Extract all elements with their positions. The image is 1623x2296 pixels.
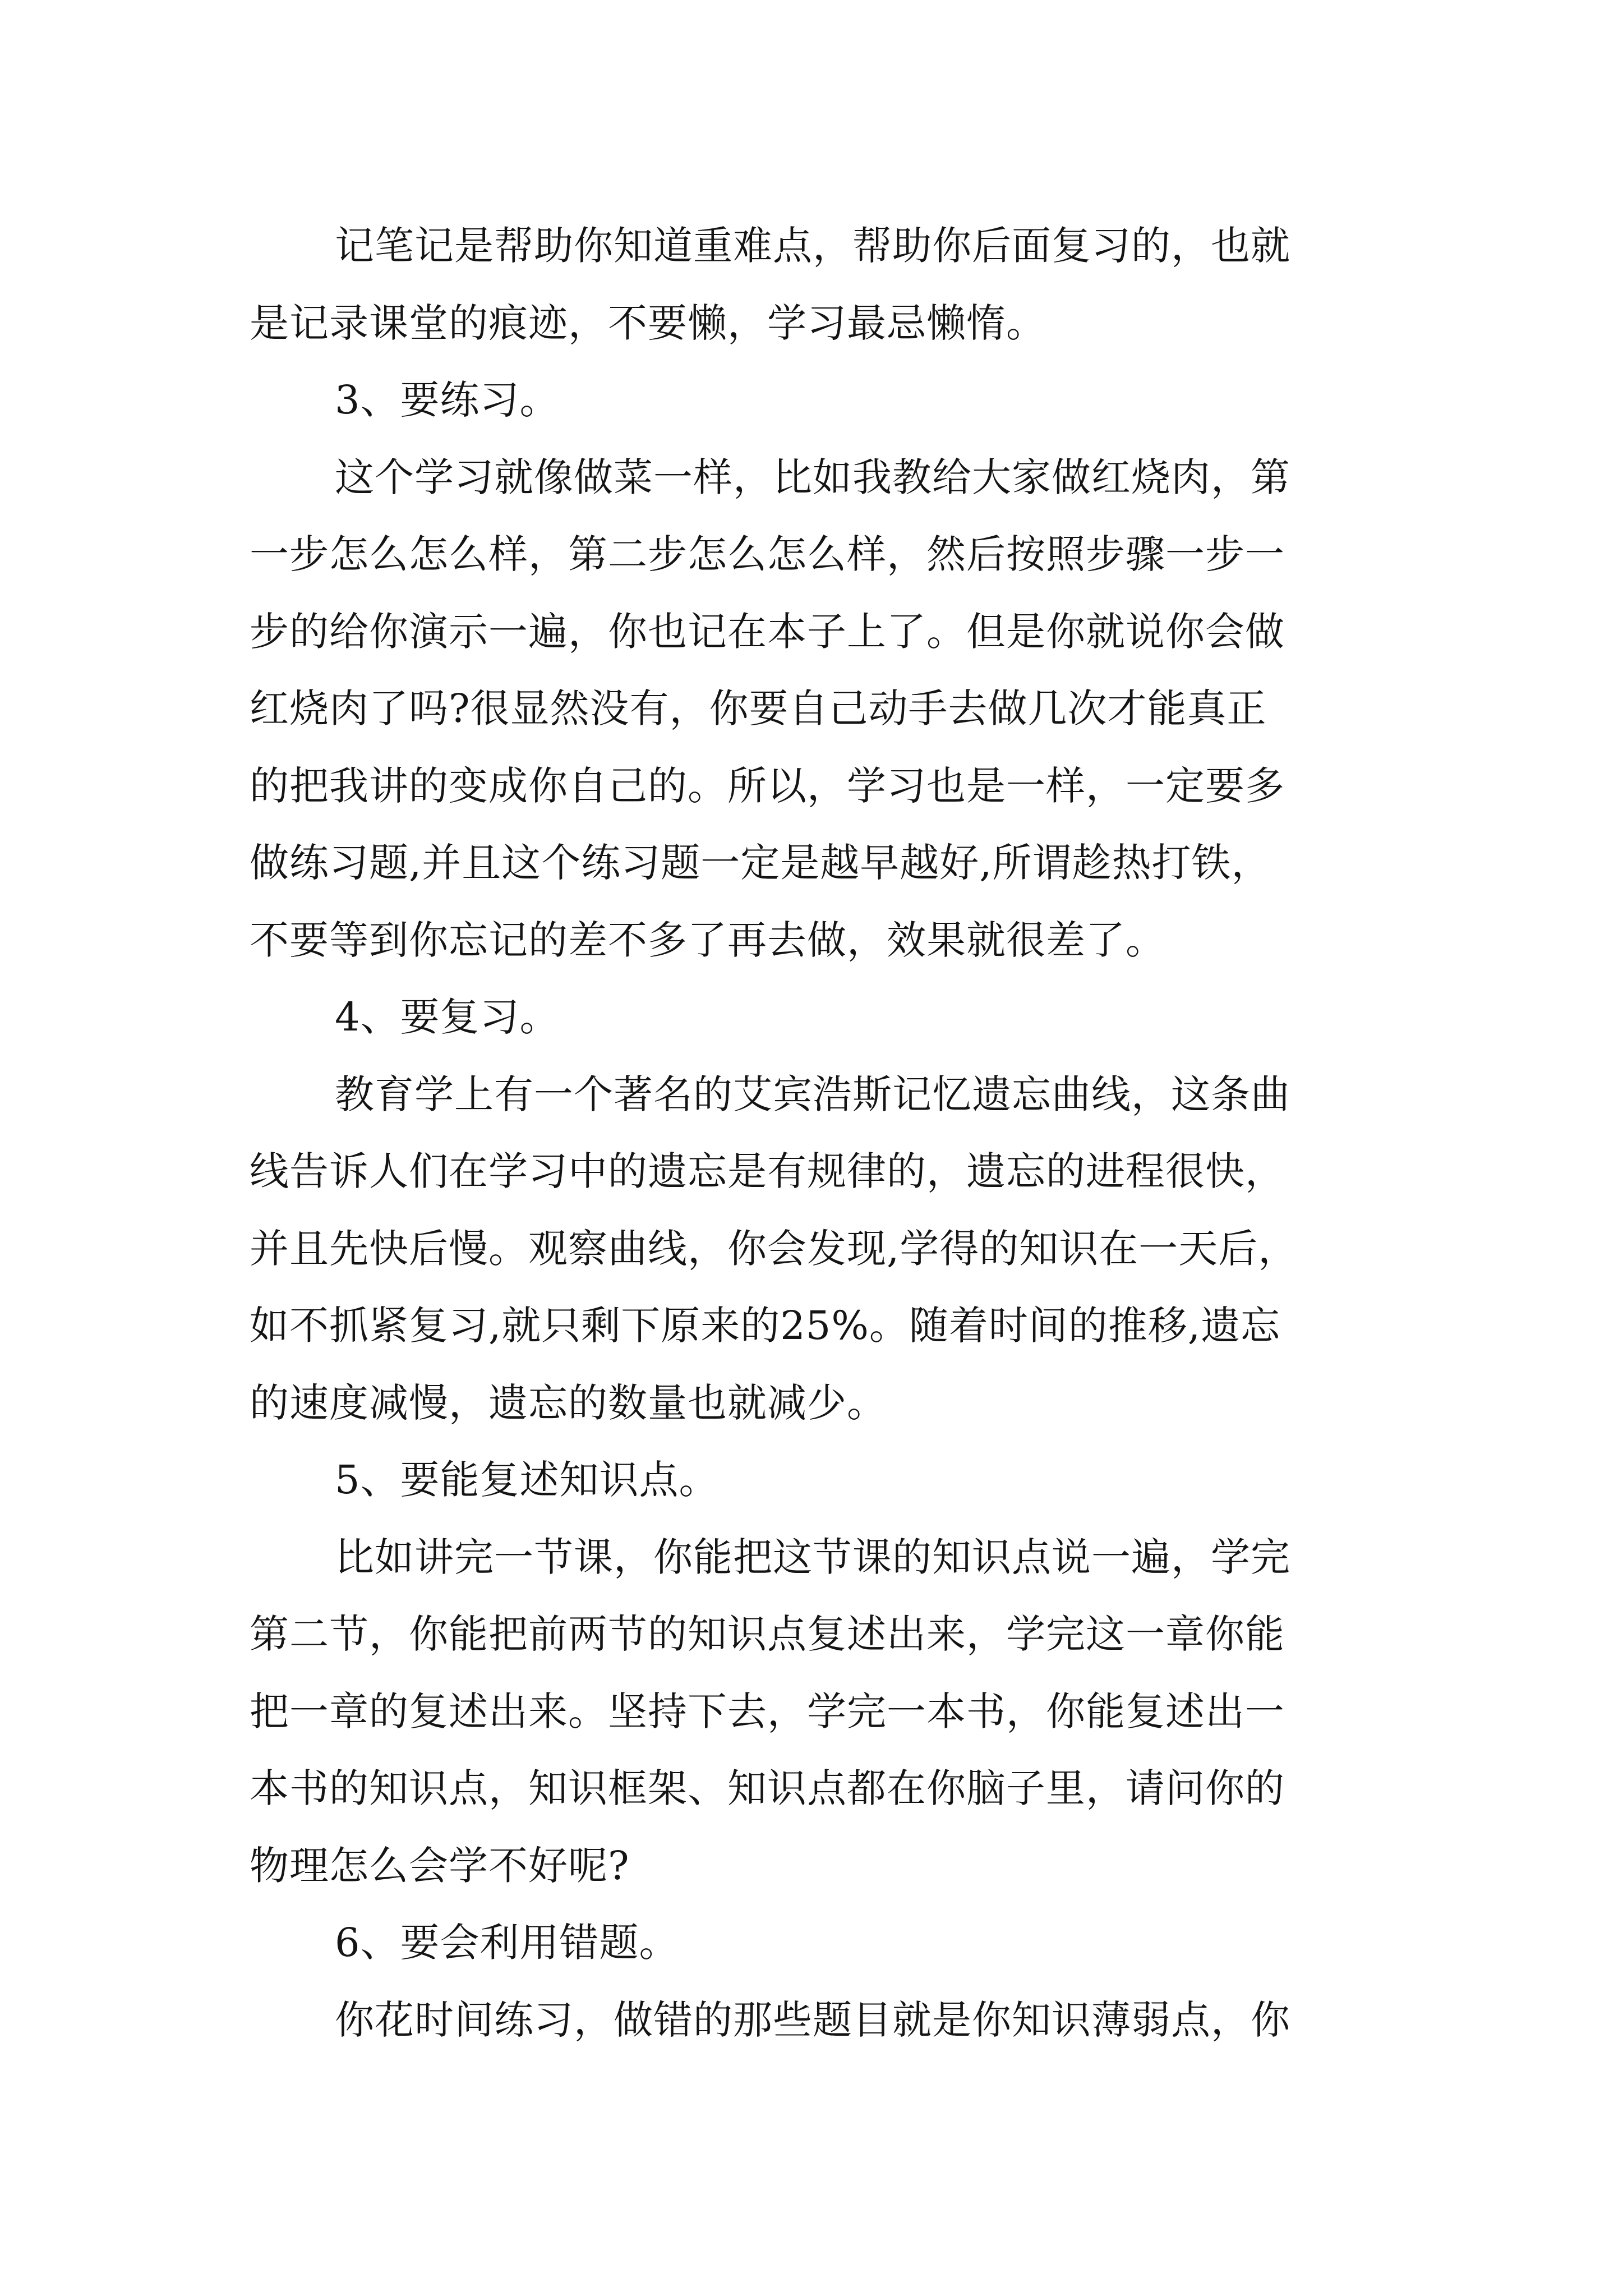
paragraph-line: 第二节，你能把前两节的知识点复述出来，学完这一章你能 (250, 1611, 1285, 1657)
section-heading: 5、要能复述知识点。 (335, 1457, 719, 1503)
section-heading: 4、要复习。 (335, 994, 560, 1040)
paragraph-line: 做练习题,并且这个练习题一定是越早越好,所谓趁热打铁， (250, 840, 1271, 886)
document-body (250, 208, 1388, 2059)
paragraph-line: 是记录课堂的痕迹，不要懒，学习最忌懒惰。 (250, 300, 1046, 346)
paragraph-line: 把一章的复述出来。坚持下去，学完一本书，你能复述出一 (250, 1688, 1285, 1734)
paragraph-line: 物理怎么会学不好呢? (250, 1842, 630, 1889)
paragraph-line: 记笔记是帮助你知道重难点，帮助你后面复习的，也就 (335, 223, 1290, 269)
paragraph-line: 教育学上有一个著名的艾宾浩斯记忆遗忘曲线，这条曲 (335, 1071, 1290, 1117)
paragraph-line: 如不抓紧复习,就只剩下原来的25%。随着时间的推移,遗忘 (250, 1303, 1281, 1349)
paragraph-line: 本书的知识点，知识框架、知识点都在你脑子里，请问你的 (250, 1765, 1285, 1811)
paragraph-line: 红烧肉了吗?很显然没有，你要自己动手去做几次才能真正 (250, 685, 1267, 731)
section-heading: 6、要会利用错题。 (335, 1920, 679, 1966)
paragraph-line: 线告诉人们在学习中的遗忘是有规律的，遗忘的进程很快， (250, 1148, 1285, 1194)
paragraph-line: 不要等到你忘记的差不多了再去做，效果就很差了。 (250, 917, 1165, 963)
paragraph-line: 这个学习就像做菜一样，比如我教给大家做红烧肉，第 (335, 454, 1290, 500)
paragraph-line: 比如讲完一节课，你能把这节课的知识点说一遍，学完 (335, 1534, 1290, 1580)
paragraph-line: 步的给你演示一遍，你也记在本子上了。但是你就说你会做 (250, 608, 1285, 655)
section-heading: 3、要练习。 (335, 377, 560, 423)
paragraph-line: 你花时间练习，做错的那些题目就是你知识薄弱点，你 (335, 1996, 1290, 2043)
paragraph-line: 一步怎么怎么样，第二步怎么怎么样，然后按照步骤一步一 (250, 531, 1285, 577)
paragraph-line: 的把我讲的变成你自己的。所以，学习也是一样，一定要多 (250, 762, 1285, 809)
paragraph-line: 并且先快后慢。观察曲线，你会发现,学得的知识在一天后， (250, 1225, 1298, 1272)
paragraph-line: 的速度减慢，遗忘的数量也就减少。 (250, 1379, 887, 1426)
